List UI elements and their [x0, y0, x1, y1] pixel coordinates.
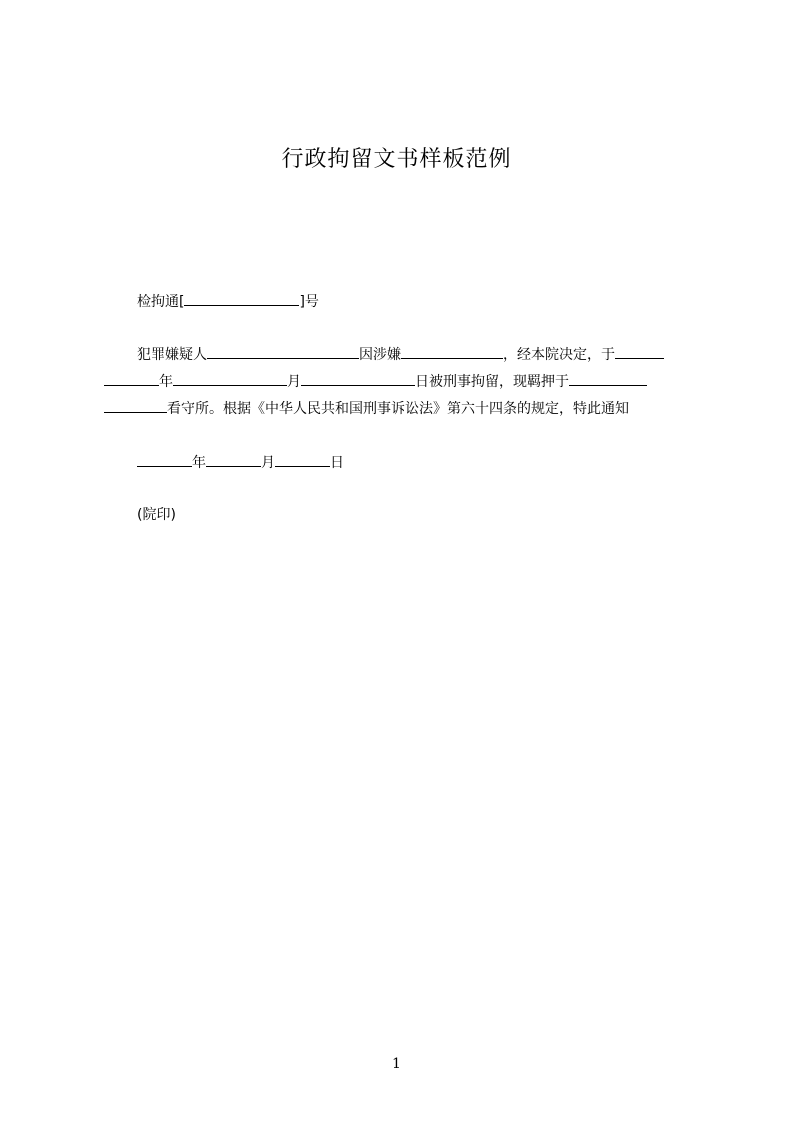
year-blank-a	[615, 344, 664, 359]
date-year-label: 年	[192, 455, 206, 471]
body-text-legal-basis: 看守所。根据《中华人民共和国刑事诉讼法》第六十四条的规定，特此通知	[167, 401, 629, 417]
date-day-blank	[275, 452, 330, 467]
date-day-label: 日	[330, 455, 344, 471]
body-line-1	[137, 344, 737, 365]
body-text-charge: 因涉嫌	[359, 347, 401, 363]
charge-blank	[401, 344, 503, 359]
body-line-2	[104, 371, 704, 392]
body-line-3	[104, 398, 704, 419]
court-seal-label: (院印)	[137, 507, 176, 523]
date-month-blank	[206, 452, 261, 467]
body-text-month: 月	[287, 374, 301, 390]
detention-center-blank-b	[104, 398, 167, 413]
doc-number-prefix: 检拘通[	[137, 294, 185, 310]
document-title: 行政拘留文书样板范例	[281, 147, 512, 172]
doc-number-line	[137, 291, 737, 312]
date-month-label: 月	[261, 455, 275, 471]
month-blank	[173, 371, 287, 386]
date-year-blank	[137, 452, 192, 467]
detention-center-blank-a	[569, 371, 647, 386]
doc-number-suffix: ]号	[299, 294, 319, 310]
day-blank	[301, 371, 415, 386]
body-text-decision: ，经本院决定，于	[503, 347, 615, 363]
page-number: 1	[392, 1056, 401, 1072]
doc-number-blank	[184, 291, 299, 306]
body-text-year: 年	[159, 374, 173, 390]
date-line	[137, 452, 737, 473]
year-blank-b	[104, 371, 159, 386]
body-text-suspect: 犯罪嫌疑人	[137, 347, 207, 363]
body-text-detention: 日被刑事拘留，现羁押于	[415, 374, 569, 390]
suspect-name-blank	[207, 344, 359, 359]
